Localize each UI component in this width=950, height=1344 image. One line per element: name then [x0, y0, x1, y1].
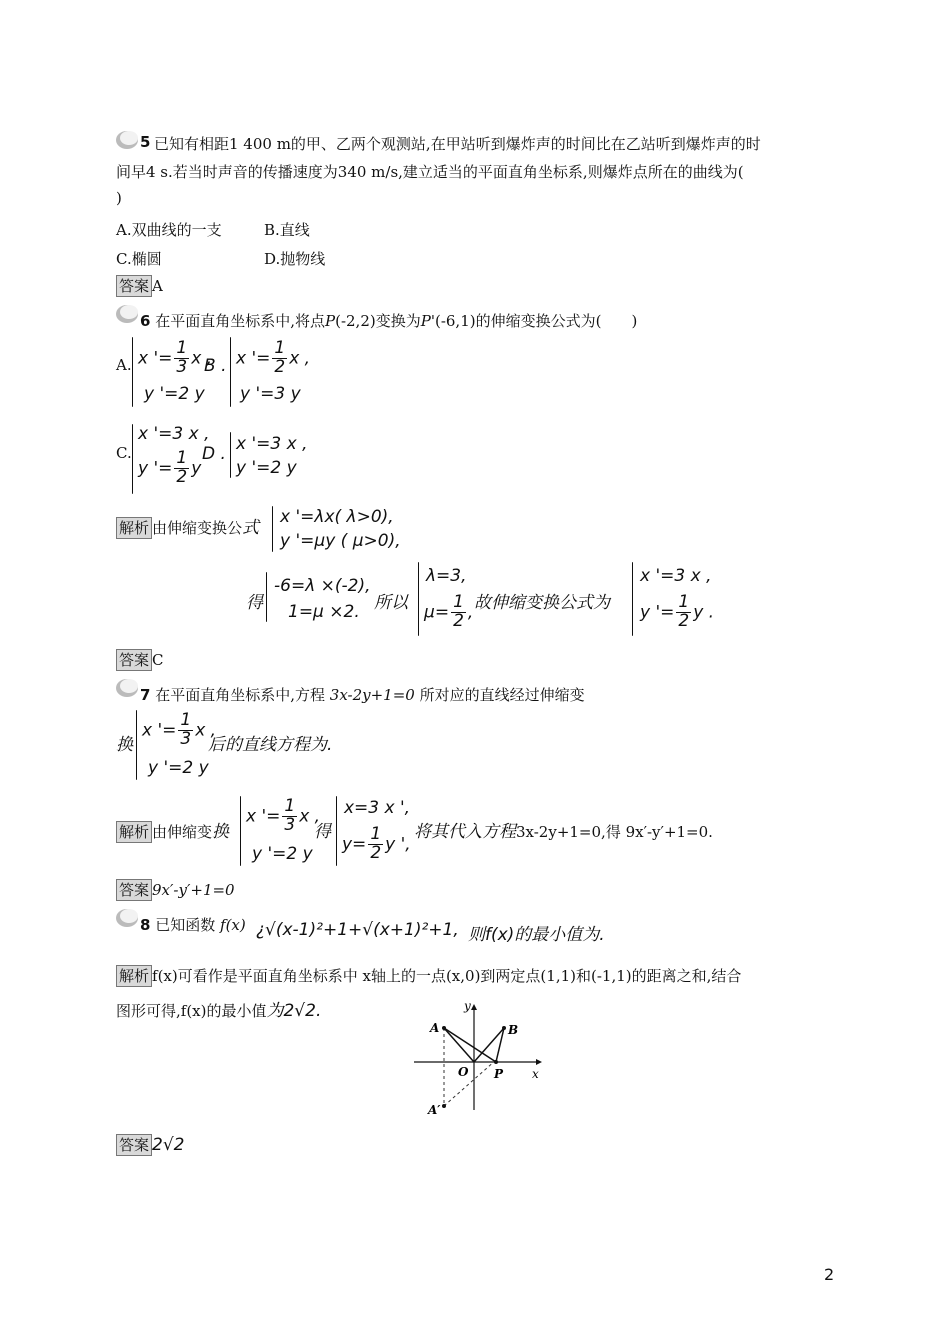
- q6-suoyi: 所以: [374, 593, 408, 613]
- question-marker-icon: [114, 676, 140, 698]
- q6-option-d-eq2: y '=2 y: [236, 458, 297, 478]
- q6-option-a-eq2: y '=2 y: [144, 384, 205, 404]
- answer-tag: 答案: [116, 1134, 152, 1156]
- analysis-tag: 解析: [116, 821, 152, 843]
- fig-label-a-prime: A′: [428, 1103, 441, 1117]
- point-p: P: [325, 312, 336, 330]
- q5-option-d: D.抛物线: [264, 250, 326, 268]
- brace: [230, 337, 231, 407]
- q7-huan: 换: [116, 735, 133, 755]
- brace: [336, 796, 337, 866]
- question-number: 7: [140, 686, 151, 704]
- question-marker-icon: [114, 128, 140, 150]
- q6-stem: [140, 310, 637, 331]
- question-marker-icon: [114, 302, 140, 324]
- q8-stem: 8 已知函数 f(x): [140, 916, 246, 934]
- q8-analysis-line1: 解析 f(x)可看作是平面直角坐标系中 x轴上的一点(x,0)到两定点(1,1)和(-1,1)的距离之和,结合: [116, 965, 741, 987]
- answer-tag: 答案: [116, 275, 152, 297]
- fig-label-b: B: [508, 1023, 519, 1037]
- q6-gu-line1: x '=3 x ,: [640, 566, 712, 586]
- stem-text: 的伸缩变换公式为( ): [475, 312, 638, 330]
- q8-analysis-line2: 图形可得,f(x)的最小值为2√2.: [116, 1001, 322, 1021]
- q6-option-c-eq1: x '=3 x ,: [138, 424, 210, 444]
- brace: [132, 424, 133, 494]
- point-p-coord: (-2,2): [335, 312, 376, 330]
- q5-option-c: C.椭圆: [116, 250, 162, 268]
- point-p2-coord: '(-6,1): [430, 312, 476, 330]
- q6-option-a-label: A.: [116, 356, 132, 374]
- fig-label-y: y: [464, 999, 471, 1013]
- q6-option-c-eq2: y '= $\frac{1}{2}$ y: [138, 448, 202, 487]
- q8-figure: [408, 648, 558, 1118]
- answer-tag: 答案: [116, 649, 152, 671]
- q5-stem-line2: 间早4 s.若当时声音的传播速度为340 m/s,建立适当的平面直角坐标系,则爆炸点所在的曲线为(: [116, 163, 744, 181]
- brace: [240, 796, 241, 866]
- q6-de-line2: 1=μ ×2.: [288, 602, 360, 622]
- fig-label-o: O: [458, 1065, 469, 1079]
- q6-de-line1: -6=λ ×(-2),: [274, 576, 371, 596]
- page-number: 2: [824, 1265, 835, 1284]
- q5-stem-line1: 已知有相距1 400 m的甲、乙两个观测站,在甲站听到爆炸声的时间比在乙站听到爆炸声的时: [154, 135, 761, 153]
- answer-value: C: [152, 651, 164, 669]
- brace: [132, 337, 133, 407]
- q7-answer: [116, 879, 235, 901]
- answer-value: 2√2: [152, 1135, 185, 1155]
- q7-d-line2: y= $\frac{1}{2}$ y ',: [342, 824, 411, 863]
- brace: [230, 432, 231, 478]
- q6-option-b-label: B .: [204, 356, 227, 376]
- question-number: 5: [140, 133, 151, 151]
- q7-jiang: 将其代入方程3x-2y+1=0,得 9x′-y′+1=0.: [414, 822, 713, 842]
- q6-analysis-prefix: 解析 由伸缩变换公式: [116, 513, 259, 539]
- q7-hou: 后的直线方程为.: [208, 735, 333, 755]
- q5-answer: [116, 275, 163, 297]
- q6-option-b-eq1: x '= $\frac{1}{2}$ x ,: [236, 338, 311, 377]
- answer-value: A: [152, 277, 163, 295]
- question-number: 8: [140, 916, 151, 934]
- q6-so-line2: μ= $\frac{1}{2}$ ,: [424, 592, 474, 631]
- q6-so-line1: λ=3,: [426, 566, 467, 586]
- q6-option-d-eq1: x '=3 x ,: [236, 434, 308, 454]
- q7-s-line2: y '=2 y: [148, 758, 209, 778]
- q8-answer: [116, 1134, 184, 1156]
- brace: [272, 506, 273, 552]
- q6-option-c-label: C.: [116, 444, 132, 462]
- stem-text: 在平面直角坐标系中,将点: [155, 312, 325, 330]
- q6-option-b-eq2: y '=3 y: [240, 384, 301, 404]
- answer-tag: 答案: [116, 879, 152, 901]
- q6-option-d-label: D .: [202, 444, 226, 464]
- q7-de: 得: [314, 822, 331, 842]
- q6-answer: [116, 649, 164, 671]
- q6-gu: 故伸缩变换公式为: [474, 593, 610, 613]
- analysis-tag: 解析: [116, 517, 152, 539]
- brace: [136, 710, 137, 780]
- fig-label-p: P: [494, 1067, 504, 1081]
- fig-label-x: x: [532, 1067, 539, 1081]
- q7-stem: 7 在平面直角坐标系中,方程 3x-2y+1=0 所对应的直线经过伸缩变: [140, 686, 585, 704]
- fig-label-a: A: [430, 1021, 440, 1035]
- q7-s-line1: x '= $\frac{1}{3}$ x ,: [142, 710, 217, 749]
- analysis-tag: 解析: [116, 965, 152, 987]
- brace: [418, 562, 419, 636]
- q7-a-line2: y '=2 y: [252, 844, 313, 864]
- question-number: 6: [140, 312, 151, 330]
- stem-text: 变换为: [375, 312, 421, 330]
- q6-option-a-eq1: x '= $\frac{1}{3}$ x ,: [138, 338, 213, 377]
- point-p2: P: [420, 312, 431, 330]
- q5-option-b: B.直线: [264, 221, 310, 239]
- q6-de: 得: [246, 593, 263, 613]
- x-axis-arrow: [536, 1059, 542, 1065]
- q7-analysis-prefix: 解析 由伸缩变换: [116, 817, 229, 843]
- q6-formula-line1: x '=λx( λ>0),: [280, 507, 394, 527]
- question-marker-icon: [114, 906, 140, 928]
- brace: [266, 572, 267, 622]
- q6-gu-line2: y '= $\frac{1}{2}$ y .: [640, 592, 715, 631]
- q5-option-a: A.双曲线的一支: [116, 221, 222, 239]
- q6-formula-line2: y '=μy ( μ>0),: [280, 531, 401, 551]
- q7-d-line1: x=3 x ',: [344, 798, 411, 818]
- answer-value: 9x′-y′+1=0: [152, 881, 235, 899]
- q7-a-line1: x '= $\frac{1}{3}$ x ,: [246, 796, 321, 835]
- q8-tail: 则f(x)的最小值为.: [468, 925, 605, 945]
- q5-stem-line3: ): [116, 189, 122, 207]
- q8-expression: ¿√(x-1)²+1+√(x+1)²+1,: [256, 920, 459, 940]
- brace: [632, 562, 633, 636]
- y-axis-arrow: [471, 1004, 477, 1010]
